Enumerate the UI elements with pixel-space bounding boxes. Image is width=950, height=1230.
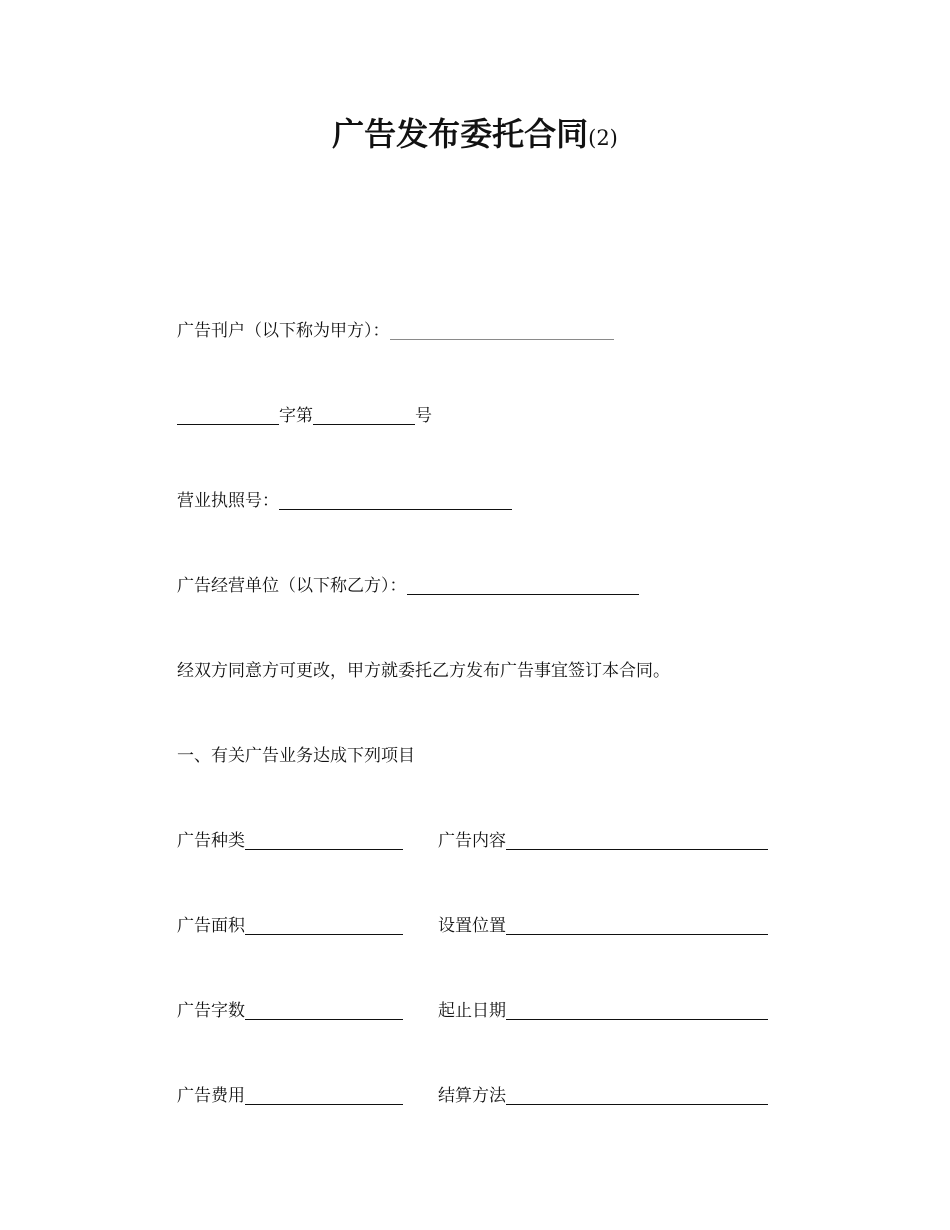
intro-text: 经双方同意方可更改，甲方就委托乙方发布广告事宜签订本合同。 (177, 661, 670, 681)
registration-prefix-blank[interactable] (177, 404, 279, 425)
party-a-blank[interactable] (390, 319, 614, 340)
field-label: 广告面积 (177, 916, 245, 936)
document-title (0, 112, 950, 162)
intro-paragraph (177, 658, 670, 684)
field-left (177, 913, 403, 939)
field-right (438, 1083, 768, 1109)
field-label: 起止日期 (438, 1001, 506, 1021)
field-row (177, 828, 797, 854)
field-row (177, 913, 797, 939)
section-1-heading (177, 743, 415, 769)
field-left (177, 828, 403, 854)
party-a-line (177, 318, 614, 344)
field-right (438, 913, 768, 939)
field-row (177, 1083, 797, 1109)
field-blank[interactable] (506, 914, 768, 935)
field-label: 广告字数 (177, 1001, 245, 1021)
field-right (438, 998, 768, 1024)
section-1-heading-text: 一、有关广告业务达成下列项目 (177, 746, 415, 766)
registration-line (177, 403, 432, 429)
field-blank[interactable] (245, 914, 403, 935)
field-left (177, 998, 403, 1024)
party-a-label: 广告刊户（以下称为甲方）： (177, 321, 390, 341)
field-blank[interactable] (245, 999, 403, 1020)
party-b-blank[interactable] (407, 574, 639, 595)
field-blank[interactable] (506, 999, 768, 1020)
party-b-line (177, 573, 639, 599)
field-label: 设置位置 (438, 916, 506, 936)
party-b-label: 广告经营单位（以下称乙方）： (177, 576, 407, 596)
field-label: 结算方法 (438, 1086, 506, 1106)
registration-number-blank[interactable] (313, 404, 415, 425)
field-blank[interactable] (506, 829, 768, 850)
title-suffix: (2) (588, 126, 618, 150)
field-blank[interactable] (245, 1084, 403, 1105)
field-blank[interactable] (506, 1084, 768, 1105)
field-label: 广告费用 (177, 1086, 245, 1106)
field-left (177, 1083, 403, 1109)
field-label: 广告内容 (438, 831, 506, 851)
license-line (177, 488, 512, 514)
field-blank[interactable] (245, 829, 403, 850)
registration-end-label: 号 (415, 406, 432, 426)
field-label: 广告种类 (177, 831, 245, 851)
field-right (438, 828, 768, 854)
registration-mid-label: 字第 (279, 406, 313, 426)
license-label: 营业执照号： (177, 491, 279, 511)
title-main: 广告发布委托合同 (332, 115, 589, 153)
license-blank[interactable] (279, 489, 512, 510)
field-row (177, 998, 797, 1024)
